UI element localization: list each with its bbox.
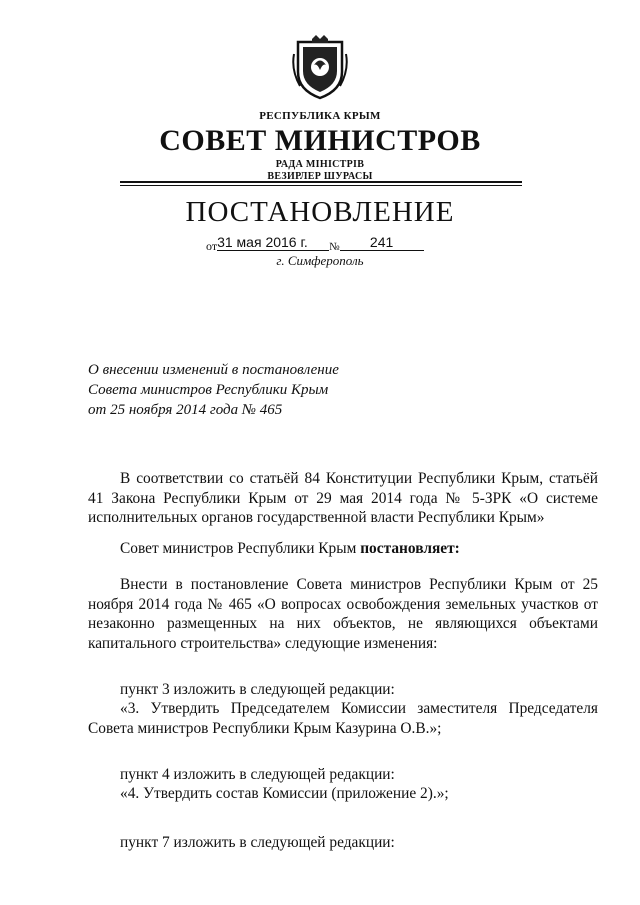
council-name: СОВЕТ МИНИСТРОВ bbox=[159, 124, 481, 157]
item7-heading: пункт 7 изложить в следующей редакции: bbox=[120, 834, 395, 851]
council-name-crh: ВЕЗИРЛЕР ШУРАСЫ bbox=[267, 171, 373, 182]
document-date: 31 мая 2016 г. bbox=[217, 234, 329, 251]
date-number-row bbox=[206, 234, 424, 252]
document-type: ПОСТАНОВЛЕНИЕ bbox=[185, 196, 455, 228]
preamble-paragraph: В соответствии со статьёй 84 Конституции Республики Крым, статьёй 41 Закона Республики Крым от 29 мая 2014 года № 5-ЗРК «О системе исполнительных органов государственной власти Республики Крым» bbox=[88, 470, 598, 526]
header-rule-thin bbox=[120, 185, 522, 186]
title-line: Совета министров Республики Крым bbox=[88, 382, 329, 398]
resolve-paragraph bbox=[88, 539, 598, 559]
item3-heading: пункт 3 изложить в следующей редакции: bbox=[120, 681, 395, 698]
item4-heading: пункт 4 изложить в следующей редакции: bbox=[120, 766, 395, 783]
city: г. Симферополь bbox=[276, 253, 364, 268]
header-rule-thick bbox=[120, 181, 522, 183]
republic-name: РЕСПУБЛИКА КРЫМ bbox=[259, 110, 381, 122]
document-number: 241 bbox=[340, 234, 424, 251]
amendment-paragraph: Внести в постановление Совета министров Республики Крым от 25 ноября 2014 года № 465 «О вопросах освобождения земельных участков от незаконно размещенных на них объектов, не являющихся объектами капитального строительства» следующие изменения: bbox=[88, 576, 598, 652]
from-label: от bbox=[206, 239, 218, 253]
resolve-keyword: постановляет: bbox=[360, 540, 460, 557]
item3-text: «3. Утвердить Председателем Комиссии заместителя Председателя Совета министров Республики Крым Казурина О.В.»; bbox=[88, 700, 598, 737]
item4-text: «4. Утвердить состав Комиссии (приложение 2).»; bbox=[120, 785, 449, 802]
title-line: О внесении изменений в постановление bbox=[88, 362, 339, 378]
coat-of-arms-emblem bbox=[290, 34, 350, 100]
resolve-text: Совет министров Республики Крым bbox=[120, 540, 361, 557]
number-label: № bbox=[329, 241, 340, 253]
document-title bbox=[88, 360, 339, 420]
title-line: от 25 ноября 2014 года № 465 bbox=[88, 402, 283, 418]
council-name-ua: РАДА МІНІСТРІВ bbox=[275, 159, 365, 170]
